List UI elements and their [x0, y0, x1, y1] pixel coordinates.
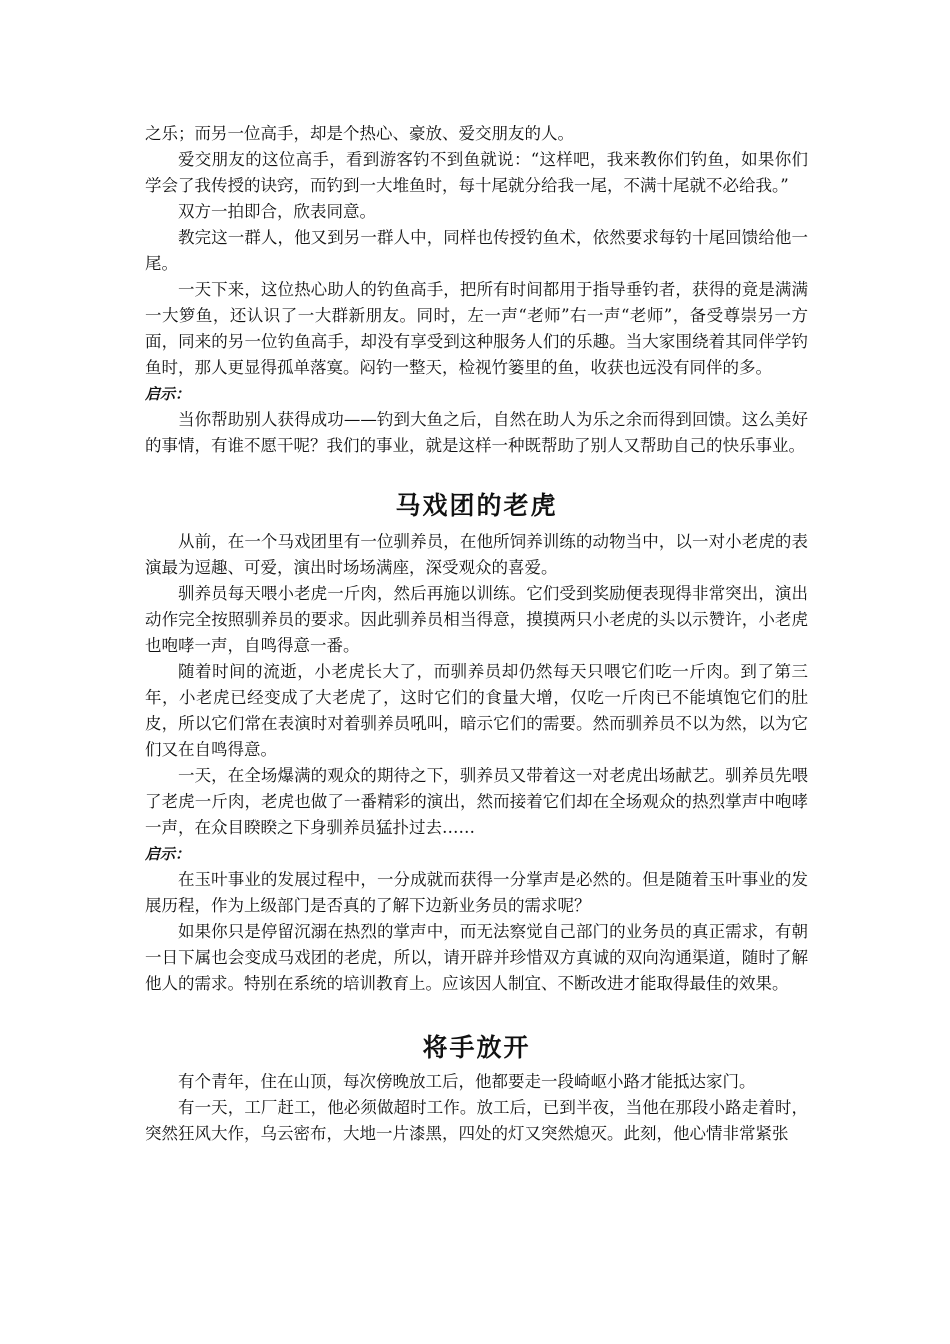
hint-paragraph: 如果你只是停留沉溺在热烈的掌声中，而无法察觉自己部门的业务员的真正需求，有朝一日下属也会变成马戏团的老虎，所以，请开辟并珍惜双方真诚的双向沟通渠道，随时了解他人的需求。特别在系统的培训教育上。应该因人制宜、不断改进才能取得最佳的效果。 [145, 922, 808, 993]
hint-label: 启示： [145, 845, 191, 863]
document-page [145, 121, 808, 1147]
paragraph: 从前，在一个马戏团里有一位驯养员，在他所饲养训练的动物当中，以一对小老虎的表演最为逗趣、可爱，演出时场场满座，深受观众的喜爱。 [145, 532, 808, 577]
hint-paragraph: 当你帮助别人获得成功——钓到大鱼之后，自然在助人为乐之余而得到回馈。这么美好的事情，有谁不愿干呢？我们的事业，就是这样一种既帮助了别人又帮助自己的快乐事业。 [145, 410, 808, 455]
paragraph: 有一天，工厂赶工，他必须做超时工作。放工后，已到半夜，当他在那段小路走着时，突然狂风大作，乌云密布，大地一片漆黑，四处的灯又突然熄灭。此刻，他心情非常紧张 [145, 1098, 808, 1143]
story-title-tiger: 马戏团的老虎 [395, 491, 558, 520]
paragraph: 教完这一群人，他又到另一群人中，同样也传授钓鱼术，依然要求每钓十尾回馈给他一尾。 [145, 228, 808, 273]
paragraph: 双方一拍即合，欣表同意。 [178, 202, 376, 221]
paragraph: 有个青年，住在山顶，每次傍晚放工后，他都要走一段崎岖小路才能抵达家门。 [178, 1072, 756, 1091]
paragraph: 驯养员每天喂小老虎一斤肉，然后再施以训练。它们受到奖励便表现得非常突出，演出动作完全按照驯养员的要求。因此驯养员相当得意，摸摸两只小老虎的头以示赞许，小老虎也咆哮一声，自鸣得意一番。 [145, 584, 808, 655]
paragraph: 一天，在全场爆满的观众的期待之下，驯养员又带着这一对老虎出场献艺。驯养员先喂了老虎一斤肉，老虎也做了一番精彩的演出，然而接着它们却在全场观众的热烈掌声中咆哮一声，在众目睽睽之下身驯养员猛扑过去…… [145, 766, 808, 837]
hint-paragraph: 在玉叶事业的发展过程中，一分成就而获得一分掌声是必然的。但是随着玉叶事业的发展历程，作为上级部门是否真的了解下边新业务员的需求呢？ [145, 870, 808, 915]
paragraph: 之乐；而另一位高手，却是个热心、豪放、爱交朋友的人。 [145, 124, 574, 143]
paragraph: 一天下来，这位热心助人的钓鱼高手，把所有时间都用于指导垂钓者，获得的竟是满满一大箩鱼，还认识了一大群新朋友。同时，左一声“老师”右一声“老师”，备受尊崇另一方面，同来的另一位钓鱼高手，却没有享受到这种服务人们的乐趣。当大家围绕着其同伴学钓鱼时，那人更显得孤单落寞。闷钓一整天，检视竹篓里的鱼，收获也远没有同伴的多。 [145, 280, 808, 377]
story-title-hands: 将手放开 [422, 1033, 531, 1062]
hint-label: 启示： [145, 385, 191, 403]
paragraph: 随着时间的流逝，小老虎长大了，而驯养员却仍然每天只喂它们吃一斤肉。到了第三年，小老虎已经变成了大老虎了，这时它们的食量大增，仅吃一斤肉已不能填饱它们的肚皮，所以它们常在表演时对着驯养员吼叫，暗示它们的需要。然而驯养员不以为然，以为它们又在自鸣得意。 [145, 662, 808, 759]
paragraph: 爱交朋友的这位高手，看到游客钓不到鱼就说：“这样吧，我来教你们钓鱼，如果你们学会了我传授的诀窍，而钓到一大堆鱼时，每十尾就分给我一尾，不满十尾就不必给我。” [145, 150, 808, 195]
